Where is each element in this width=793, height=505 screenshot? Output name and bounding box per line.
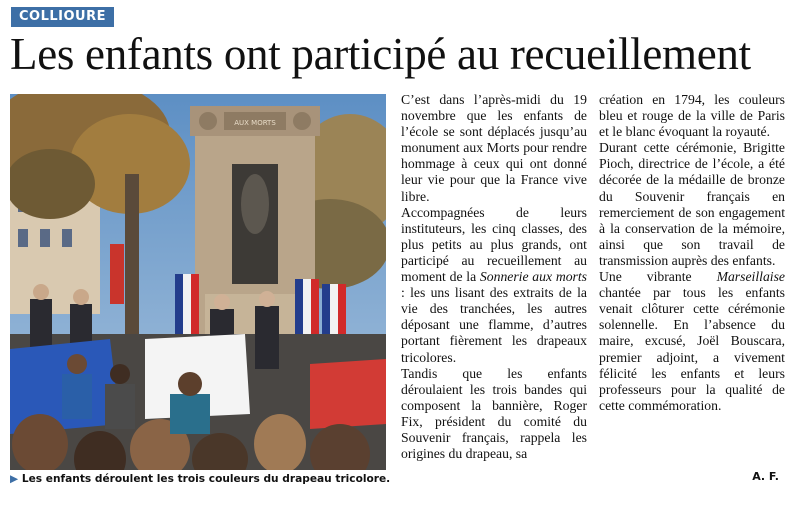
paragraph: Accompagnées de leurs instituteurs, les cinq classes, des plus petits au plus grands, ont participé au recueillement au moment de la Sonnerie aux morts : les uns lisant des extraits de la vie des tranchées, les autres déposant une flamme, d’autres portant fièrement les drapeaux tricolores. — [401, 204, 588, 365]
article-column-1 — [401, 92, 587, 462]
tree-trunk — [125, 174, 139, 334]
paragraph: création en 1794, les couleurs bleu et rouge de la ville de Paris et le blanc évoquant la royauté. — [599, 92, 785, 140]
headline: Les enfants ont participé au recueillement — [10, 29, 751, 79]
paragraph: Durant cette cérémonie, Brigitte Pioch, directrice de l’école, a été décorée de la médaille de bronze du Souvenir français en remerciement de son engagement à la conservation de la mémoire, ainsi que son travail de transmission auprès des enfants. — [599, 140, 785, 268]
paragraph: Tandis que les enfants déroulaient les trois bandes qui composent la bannière, Roger Fix, président du comité du Souvenir français, rappela les origines du drapeau, sa — [401, 365, 587, 462]
article-photo — [10, 94, 386, 470]
paragraph: C’est dans l’après-midi du 19 novembre que les enfants de l’école se sont déplacés jusqu’au monument aux Morts pour rendre hommage à ceux qui ont donné leur vie pour que la France vive libre. — [401, 92, 587, 204]
section-tag: COLLIOURE — [11, 7, 114, 27]
article-column-2 — [599, 92, 785, 414]
caption-marker-icon: ▶ — [10, 473, 19, 485]
monument-inscription: AUX MORTS — [234, 119, 276, 127]
author-signature: A. F. — [752, 470, 779, 483]
photo-caption — [10, 472, 391, 486]
caption-text: Les enfants déroulent les trois couleurs du drapeau tricolore. — [21, 473, 391, 485]
paragraph: Une vibrante Marseillaise chantée par tous les enfants venait clôturer cette cérémonie solennelle. En l’absence du maire, excusé, Joël Bouscara, premier adjoint, a vivement félicité les enfants et leurs professeurs pour la qualité de cette commémoration. — [599, 269, 785, 413]
